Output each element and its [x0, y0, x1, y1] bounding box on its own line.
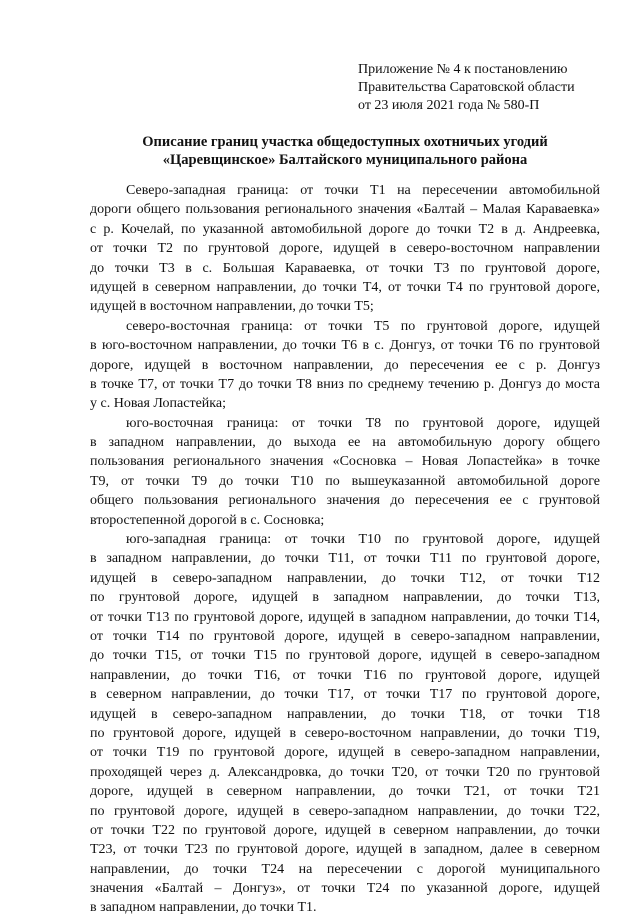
body-line: от точки Т19 по грунтовой дороге, идущей в северо-западном направлении,: [90, 745, 600, 761]
body-line: до точки Т3 в с. Большая Караваевка, от точки Т3 по грунтовой дороге,: [90, 260, 600, 276]
body-line: северо-восточная граница: от точки Т5 по грунтовой дороге, идущей: [126, 318, 600, 334]
body-line: в западном направлении, до точки Т11, от точки Т11 по грунтовой дороге,: [90, 551, 600, 567]
body-line: направлении, до точки Т24 на пересечении с дорогой муниципального: [90, 861, 600, 877]
body-line: от точки Т13 по грунтовой дороге, идущей в западном направлении, до точки Т14,: [90, 609, 600, 625]
body-line: от точки Т22 по грунтовой дороге, идущей в северном направлении, до точки: [90, 822, 600, 838]
body-line: юго-западная граница: от точки Т10 по грунтовой дороге, идущей: [126, 532, 600, 548]
body-line: от точки Т14 по грунтовой дороге, идущей в северо-западном направлении,: [90, 628, 600, 644]
boundary-description: [90, 181, 600, 918]
body-line: по грунтовой дороге, идущей в северо-восточном направлении, до точки Т19,: [90, 725, 600, 741]
body-line: идущей в северном направлении, до точки Т4, от точки Т4 по грунтовой дороге,: [90, 279, 600, 295]
body-line: идущей в северо-западном направлении, до точки Т12, от точки Т12: [90, 570, 600, 586]
body-line: идущей в северо-западном направлении, до точки Т18, от точки Т18: [90, 706, 600, 722]
body-line: дороги общего пользования регионального значения «Балтай – Малая Караваевка»: [90, 202, 600, 218]
appendix-line: Правительства Саратовской области: [358, 80, 575, 95]
body-line: проходящей через д. Александровка, до точки Т20, от точки Т20 по грунтовой: [90, 764, 600, 780]
body-line: в юго-восточном направлении, до точки Т6 в с. Донгуз, от точки Т6 по грунтовой: [90, 338, 600, 354]
body-line: до точки Т15, от точки Т15 по грунтовой дороге, идущей в северо-западном: [90, 648, 600, 664]
body-line: значения «Балтай – Донгуз», от точки Т24 по указанной дороге, идущей: [90, 881, 600, 897]
body-line: с р. Кочелай, по указанной автомобильной дороге до точки Т2 в д. Андреевка,: [90, 221, 600, 237]
body-line: Т23, от точки Т23 по грунтовой дороге, идущей в западном, далее в северном: [90, 842, 600, 858]
body-line: в северном направлении, до точки Т17, от точки Т17 по грунтовой дороге,: [90, 687, 600, 703]
body-line: второстепенной дорогой в с. Сосновка;: [90, 512, 325, 528]
body-line: у с. Новая Лопастейка;: [90, 396, 226, 412]
body-line: пользования регионального значения «Сосновка – Новая Лопастейка» в точке: [90, 454, 600, 470]
body-line: идущей в восточном направлении, до точки Т5;: [90, 299, 374, 315]
appendix-header: [358, 61, 608, 115]
body-line: по грунтовой дороге, идущей в северо-западном направлении, до точки Т22,: [90, 803, 600, 819]
body-line: дороге, идущей в восточном направлении, до пересечения ее с р. Донгуз: [90, 357, 600, 373]
body-line: в западном направлении, до выхода ее на автомобильную дорогу общего: [90, 435, 600, 451]
body-line: общего пользования регионального значения до пересечения ее с грунтовой: [90, 493, 600, 509]
body-line: от точки Т2 по грунтовой дороге, идущей в северо-восточном направлении: [90, 241, 600, 257]
title-line: «Царевщинское» Балтайского муниципального района: [162, 152, 528, 168]
document-title: [90, 133, 600, 169]
body-line: в западном направлении, до точки Т1.: [90, 900, 317, 916]
title-line: Описание границ участка общедоступных охотничьих угодий: [142, 134, 548, 150]
body-line: направлении, до точки Т16, от точки Т16 по грунтовой дороге, идущей: [90, 667, 600, 683]
body-line: по грунтовой дороге, идущей в западном направлении, до точки Т13,: [90, 590, 600, 606]
body-line: Северо-западная граница: от точки Т1 на пересечении автомобильной: [126, 183, 600, 198]
appendix-line: Приложение № 4 к постановлению: [358, 62, 568, 77]
appendix-line: от 23 июля 2021 года № 580-П: [358, 98, 540, 113]
body-line: Т9, от точки Т9 до точки Т10 по вышеуказанной автомобильной дороге: [90, 473, 600, 489]
body-line: дороге, идущей в северном направлении, до точки Т21, от точки Т21: [90, 784, 600, 800]
body-line: юго-восточная граница: от точки Т8 по грунтовой дороге, идущей: [126, 415, 600, 431]
body-line: в точке Т7, от точки Т7 до точки Т8 вниз по среднему течению р. Донгуз до моста: [90, 376, 600, 392]
